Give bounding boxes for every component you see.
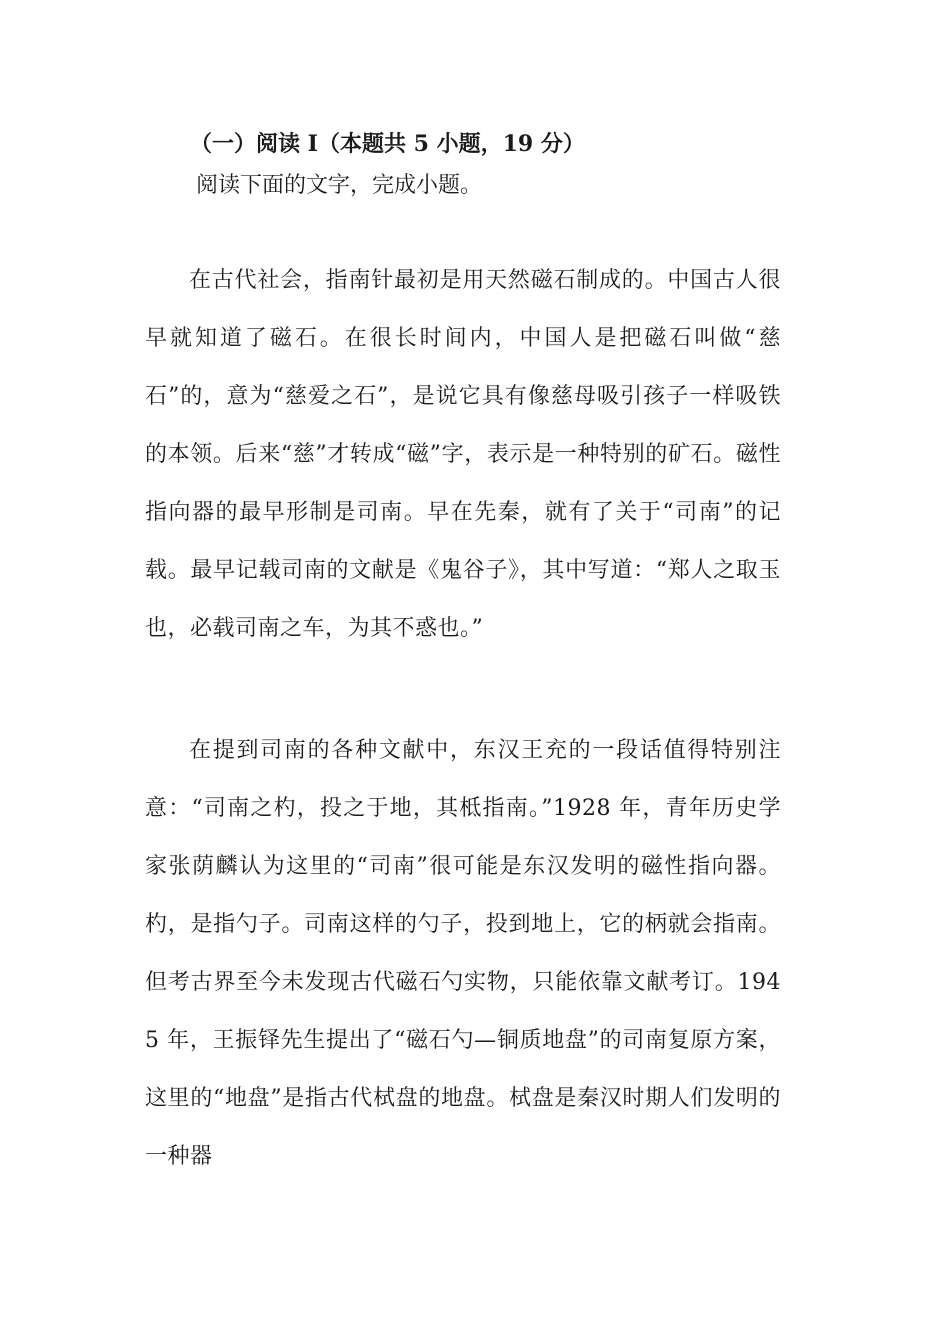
passage-paragraph: 在古代社会，指南针最初是用天然磁石制成的。中国古人很早就知道了磁石。在很长时间内，中国人是把磁石叫做“慈石”的，意为“慈爱之石”，是说它具有像慈母吸引孩子一样吸铁的本领。后来“慈”才转成“磁”字，表示是一种特别的矿石。磁性指向器的最早形制是司南。早在先秦，就有了关于“司南”的记载。最早记载司南的文献是《鬼谷子》，其中写道：“郑人之取玉也，必载司南之车，为其不惑也。” (145, 268, 781, 641)
section-heading: （一）阅读 I（本题共 5 小题，19 分） (190, 131, 585, 157)
passage-paragraph-1-block (145, 252, 781, 658)
passage-paragraph-2-block (145, 722, 781, 1186)
reading-instruction: 阅读下面的文字，完成小题。 (196, 173, 483, 198)
passage-paragraph: 在提到司南的各种文献中，东汉王充的一段话值得特别注意：“司南之杓，投之于地，其柢指南。”1928 年，青年历史学家张荫麟认为这里的“司南”很可能是东汉发明的磁性指向器。杓，是指勺子。司南这样的勺子，投到地上，它的柄就会指南。但考古界至今未发现古代磁石勺实物，只能依靠文献考订。1945 年，王振铎先生提出了“磁石勺—铜质地盘”的司南复原方案，这里的“地盘”是指古代栻盘的地盘。栻盘是秦汉时期人们发明的一种器 (145, 738, 781, 1169)
